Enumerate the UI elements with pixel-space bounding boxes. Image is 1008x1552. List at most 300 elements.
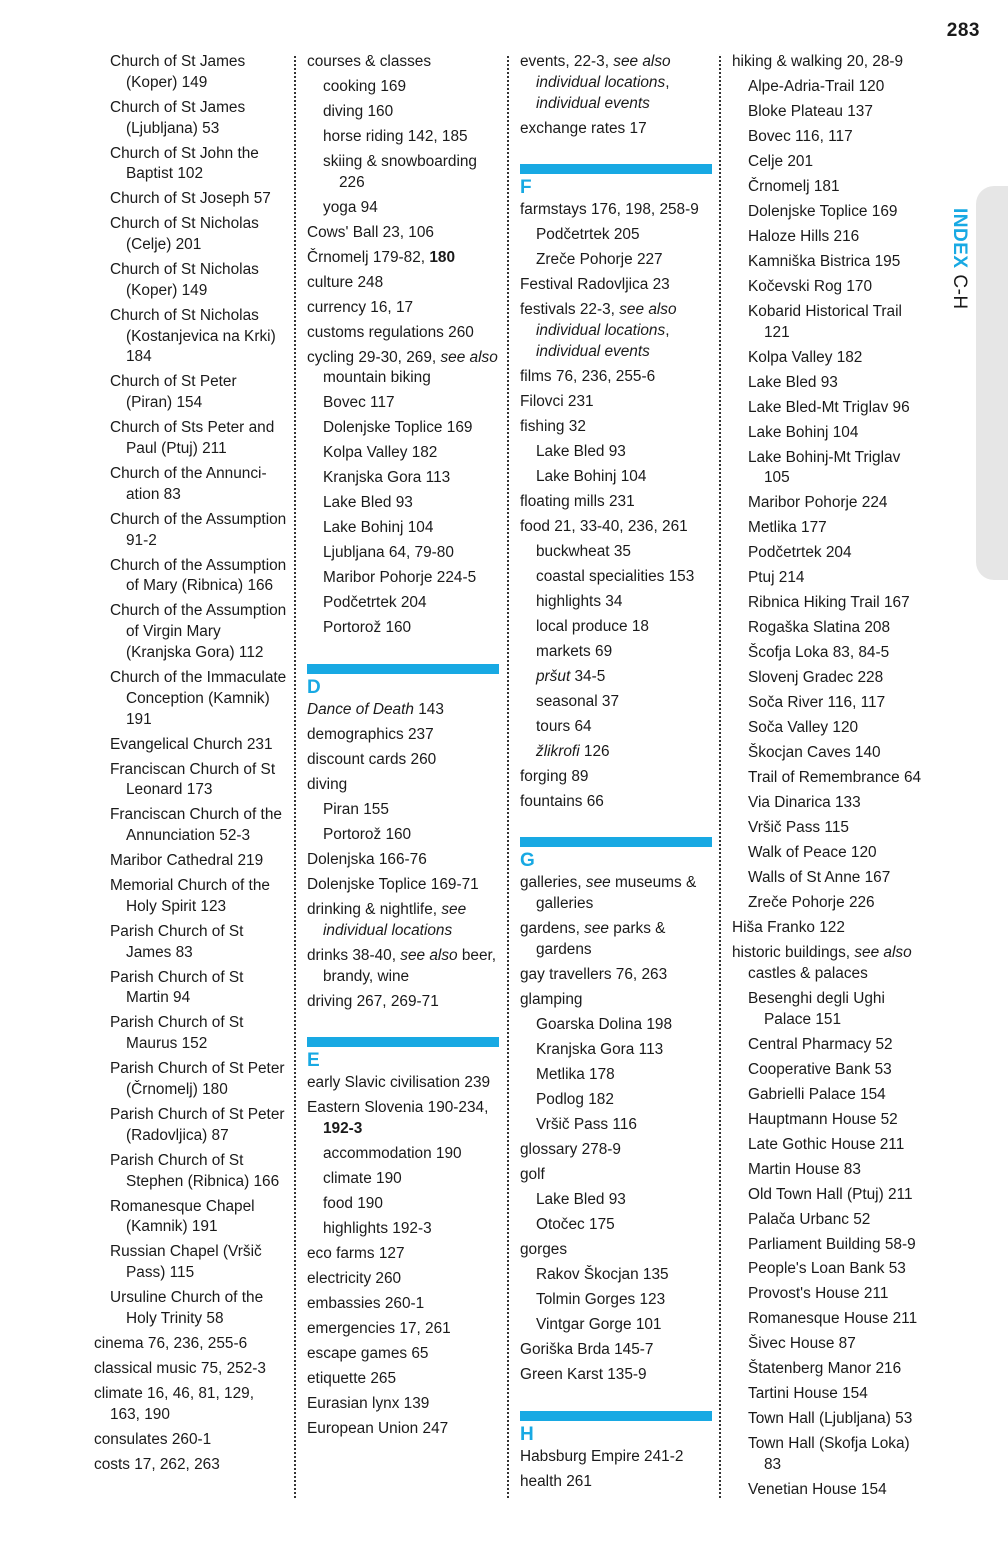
entry-text: cinema 76, 236, 255-6 xyxy=(94,1334,248,1352)
entry-text: Šcofja Loka 83, 84-5 xyxy=(748,644,890,662)
index-subentry xyxy=(323,393,499,414)
entry-text: glamping xyxy=(520,990,583,1008)
entry-text: Lake Bled 93 xyxy=(323,494,413,512)
entry-text: emergencies 17, 261 xyxy=(307,1319,451,1337)
entry-text: Parish Church of St Maurus 152 xyxy=(110,1014,244,1053)
index-entry xyxy=(94,1384,287,1426)
entry-text: Via Dinarica 133 xyxy=(748,794,861,812)
index-subentry xyxy=(748,568,928,589)
index-entry xyxy=(520,1447,712,1468)
entry-text: fountains 66 xyxy=(520,792,604,810)
index-entry xyxy=(307,850,499,871)
entry-text: horse riding 142, 185 xyxy=(323,127,468,145)
entry-text: Dolenjske Toplice 169 xyxy=(748,202,898,220)
entry-text: Parish Church of St Martin 94 xyxy=(110,968,244,1007)
entry-text: Bovec 117 xyxy=(323,394,395,412)
entry-text: Rakov Škocjan 135 xyxy=(536,1265,669,1283)
entry-text: Town Hall (Ljubljana) 53 xyxy=(748,1410,913,1428)
entry-text: skiing & snowboarding 226 xyxy=(323,152,477,191)
index-entry xyxy=(520,1165,712,1186)
index-subentry xyxy=(536,742,712,763)
index-subentry xyxy=(323,1219,499,1240)
entry-text: gay travellers 76, 263 xyxy=(520,965,668,983)
index-entry xyxy=(94,1430,287,1451)
entry-text: Alpe-Adria-Trail 120 xyxy=(748,77,885,95)
index-entry xyxy=(307,750,499,771)
index-entry xyxy=(520,792,712,813)
index-subentry xyxy=(323,518,499,539)
entry-text: Haloze Hills 216 xyxy=(748,227,860,245)
index-subentry xyxy=(536,1315,712,1336)
section-bar xyxy=(307,664,499,674)
index-subentry xyxy=(748,893,928,914)
index-column-2 xyxy=(307,52,499,1444)
entry-text: drinks 38-40, xyxy=(307,946,401,964)
index-subentry xyxy=(748,868,928,889)
entry-text: European Union 247 xyxy=(307,1419,449,1437)
index-subentry xyxy=(323,825,499,846)
index-subentry xyxy=(748,718,928,739)
index-subentry xyxy=(748,793,928,814)
entry-text: Russian Chapel (Vršič Pass) 115 xyxy=(110,1243,262,1282)
entry-text: Hauptmann House 52 xyxy=(748,1110,898,1128)
entry-text: Palača Urbanc 52 xyxy=(748,1210,871,1228)
index-subentry xyxy=(110,1242,287,1284)
index-subentry xyxy=(110,805,287,847)
index-subentry xyxy=(110,372,287,414)
index-entry xyxy=(520,517,712,538)
entry-text: buckwheat 35 xyxy=(536,542,631,560)
entry-text: Church of the Annunciation 83 xyxy=(110,465,267,503)
entry-text: Lake Bohinj 104 xyxy=(536,467,647,485)
entry-text: see xyxy=(584,920,609,938)
entry-text: Franciscan Church of St Leonard 173 xyxy=(110,760,276,799)
entry-text: Church of the Assumption of Virgin Mary (Kranjska Gora) 112 xyxy=(110,602,287,661)
index-subentry xyxy=(110,668,287,730)
entry-text: Lake Bled 93 xyxy=(748,373,838,391)
entry-text: Church of St Nicholas (Celje) 201 xyxy=(110,215,259,254)
entry-text: Črnomelj 179-82, xyxy=(307,248,430,266)
entry-text: seasonal 37 xyxy=(536,692,620,710)
index-subentry xyxy=(536,1040,712,1061)
index-entry xyxy=(520,1140,712,1161)
index-subentry xyxy=(110,52,287,94)
index-subentry xyxy=(748,1480,928,1501)
index-subentry xyxy=(110,510,287,552)
index-entry xyxy=(520,492,712,513)
index-subentry xyxy=(748,989,928,1031)
entry-text: Slovenj Gradec 228 xyxy=(748,669,884,687)
entry-text: Church of the Immaculate Conception (Kamnik) 191 xyxy=(110,668,287,728)
index-subentry xyxy=(110,418,287,460)
entry-text: diving 160 xyxy=(323,102,394,120)
entry-text: glossary 278-9 xyxy=(520,1140,621,1158)
entry-text: Walls of St Anne 167 xyxy=(748,869,891,887)
entry-text: Memorial Church of the Holy Spirit 123 xyxy=(110,877,270,915)
entry-text: individual events xyxy=(536,94,650,112)
entry-text: Late Gothic House 211 xyxy=(748,1135,905,1153)
index-entry xyxy=(94,1455,287,1476)
index-subentry xyxy=(323,1194,499,1215)
index-entry xyxy=(307,1294,499,1315)
index-entry xyxy=(94,1359,287,1380)
index-subentry xyxy=(323,543,499,564)
index-subentry xyxy=(323,152,499,194)
entry-text: Dance of Death xyxy=(307,701,414,719)
index-subentry xyxy=(536,1015,712,1036)
entry-text: Vršič Pass 115 xyxy=(748,819,849,837)
entry-text: Parish Church of St Peter (Radovljica) 87 xyxy=(110,1105,285,1144)
index-subentry xyxy=(110,144,287,186)
index-subentry xyxy=(748,1259,928,1280)
index-subentry xyxy=(323,198,499,219)
entry-text: 143 xyxy=(413,701,444,719)
index-subentry xyxy=(748,693,928,714)
index-subentry xyxy=(536,250,712,271)
index-tab-title: INDEX xyxy=(949,208,970,269)
index-entry xyxy=(307,1244,499,1265)
entry-text: museums & galleries xyxy=(536,874,697,913)
entry-text: see individual locations xyxy=(323,900,467,939)
index-entry xyxy=(520,200,712,221)
entry-text: golf xyxy=(520,1165,545,1183)
index-subentry xyxy=(748,1235,928,1256)
index-subentry xyxy=(748,618,928,639)
section-letter: D xyxy=(307,677,321,699)
index-subentry xyxy=(748,1110,928,1131)
entry-text: mountain biking xyxy=(323,369,431,387)
index-subentry xyxy=(748,448,928,490)
entry-text: Vršič Pass 116 xyxy=(536,1115,637,1133)
index-entry xyxy=(307,1344,499,1365)
index-subentry xyxy=(323,102,499,123)
entry-text: Kranjska Gora 113 xyxy=(536,1040,664,1058)
entry-text: Venetian House 154 xyxy=(748,1481,887,1499)
entry-text: Festival Radovljica 23 xyxy=(520,276,670,294)
index-subentry xyxy=(748,1185,928,1206)
entry-text: local produce 18 xyxy=(536,617,649,635)
entry-text: embassies 260-1 xyxy=(307,1294,425,1312)
entry-text: Church of St Peter (Piran) 154 xyxy=(110,373,237,412)
entry-text: Zreče Pohorje 226 xyxy=(748,894,875,912)
entry-text: historic buildings, xyxy=(732,944,855,962)
index-entry xyxy=(307,298,499,319)
entry-text: individual events xyxy=(536,342,650,360)
entry-text: galleries, xyxy=(520,874,586,892)
index-subentry xyxy=(748,1409,928,1430)
index-entry xyxy=(307,725,499,746)
entry-text: see also individual locations xyxy=(536,53,671,91)
index-subentry xyxy=(748,593,928,614)
entry-text: Church of St John the Baptist 102 xyxy=(110,144,259,183)
index-subentry xyxy=(110,189,287,210)
index-subentry xyxy=(536,1290,712,1311)
index-subentry xyxy=(748,77,928,98)
index-subentry xyxy=(536,717,712,738)
index-subentry xyxy=(110,306,287,368)
entry-text: festivals 22-3, xyxy=(520,301,620,319)
entry-text: Vintgar Gorge 101 xyxy=(536,1315,662,1333)
index-subentry xyxy=(748,1334,928,1355)
index-subentry xyxy=(323,418,499,439)
entry-text: Portorož 160 xyxy=(323,825,412,843)
entry-text: Ljubljana 64, 79-80 xyxy=(323,544,454,562)
entry-text: Kobarid Historical Trail 121 xyxy=(748,302,902,341)
entry-text: courses & classes xyxy=(307,53,432,70)
index-subentry xyxy=(323,800,499,821)
index-column-4 xyxy=(732,52,928,1505)
entry-text: customs regulations 260 xyxy=(307,323,474,341)
index-subentry xyxy=(536,592,712,613)
entry-text: cycling 29-30, 269, xyxy=(307,348,441,366)
index-entry xyxy=(520,275,712,296)
index-subentry xyxy=(323,593,499,614)
entry-text: parks & gardens xyxy=(536,920,666,958)
entry-text: Central Pharmacy 52 xyxy=(748,1035,893,1053)
index-entry xyxy=(732,943,928,985)
entry-text: Eastern Slovenia 190-234, xyxy=(307,1099,489,1117)
entry-text: 192-3 xyxy=(323,1120,363,1138)
entry-text: Dolenjske Toplice 169 xyxy=(323,419,473,437)
entry-text: People's Loan Bank 53 xyxy=(748,1260,906,1278)
entry-text: accommodation 190 xyxy=(323,1145,462,1163)
entry-text: cooking 169 xyxy=(323,77,407,95)
index-entry xyxy=(520,119,712,140)
index-entry xyxy=(307,1419,499,1440)
index-subentry xyxy=(110,851,287,872)
entry-text: Bloke Plateau 137 xyxy=(748,102,873,120)
entry-text: Parliament Building 58-9 xyxy=(748,1235,916,1253)
entry-text: Ribnica Hiking Trail 167 xyxy=(748,594,910,612)
entry-text: Goarska Dolina 198 xyxy=(536,1015,673,1033)
index-entry xyxy=(520,417,712,438)
index-entry xyxy=(307,1369,499,1390)
entry-text: Štatenberg Manor 216 xyxy=(748,1360,902,1378)
entry-text: Podlog 182 xyxy=(536,1090,614,1108)
entry-text: consulates 260-1 xyxy=(94,1430,212,1448)
entry-text: electricity 260 xyxy=(307,1269,402,1287)
entry-text: coastal specialities 153 xyxy=(536,567,695,585)
section-heading xyxy=(520,837,712,875)
index-entry xyxy=(307,273,499,294)
index-entry xyxy=(307,323,499,344)
index-subentry xyxy=(748,398,928,419)
index-subentry xyxy=(323,77,499,98)
entry-text: Šivec House 87 xyxy=(748,1335,856,1353)
index-entry xyxy=(307,223,499,244)
entry-text: žlikrofi xyxy=(536,742,580,760)
index-subentry xyxy=(323,1169,499,1190)
index-subentry xyxy=(536,692,712,713)
index-entry xyxy=(307,875,499,896)
index-entry xyxy=(520,1472,712,1493)
index-subentry xyxy=(110,1105,287,1147)
index-subentry xyxy=(748,348,928,369)
index-subentry xyxy=(536,467,712,488)
index-subentry xyxy=(748,1210,928,1231)
entry-text: gorges xyxy=(520,1240,568,1258)
index-subentry xyxy=(748,252,928,273)
index-entry xyxy=(307,1319,499,1340)
section-letter: F xyxy=(520,177,532,199)
entry-text: Church of St Nicholas (Kostanjevica na Krki) 184 xyxy=(110,306,276,366)
index-subentry xyxy=(748,202,928,223)
entry-text: 126 xyxy=(579,742,610,760)
index-entry xyxy=(732,918,928,939)
entry-text: films 76, 236, 255-6 xyxy=(520,367,656,385)
index-subentry xyxy=(748,1384,928,1405)
index-subentry xyxy=(323,468,499,489)
entry-text: Habsburg Empire 241-2 xyxy=(520,1447,684,1465)
section-bar xyxy=(520,1411,712,1421)
index-subentry xyxy=(110,968,287,1010)
index-column-3 xyxy=(520,52,712,1497)
entry-text: Lake Bohinj-Mt Triglav 105 xyxy=(748,448,901,487)
entry-text: , xyxy=(665,322,670,340)
index-subentry xyxy=(748,373,928,394)
entry-text: Metlika 178 xyxy=(536,1065,615,1083)
index-entry xyxy=(307,1394,499,1415)
entry-text: Lake Bohinj 104 xyxy=(323,519,434,537)
entry-text: etiquette 265 xyxy=(307,1369,396,1387)
entry-text: Filovci 231 xyxy=(520,392,594,410)
entry-text: Town Hall (Skofja Loka) 83 xyxy=(748,1435,910,1474)
section-bar xyxy=(520,164,712,174)
section-bar xyxy=(307,1037,499,1047)
entry-text: castles & palaces xyxy=(748,964,868,982)
entry-text: Tartini House 154 xyxy=(748,1385,868,1403)
index-tab-range: C-H xyxy=(949,274,970,310)
index-subentry xyxy=(748,1160,928,1181)
entry-text: Eurasian lynx 139 xyxy=(307,1394,430,1412)
index-entry xyxy=(307,900,499,942)
entry-text: Church of the Assumption of Mary (Ribnica) 166 xyxy=(110,556,287,595)
entry-text: highlights 34 xyxy=(536,592,623,610)
column-separator xyxy=(719,56,721,1498)
entry-text: Maribor Cathedral 219 xyxy=(110,852,264,870)
entry-text: Martin House 83 xyxy=(748,1160,861,1178)
entry-text: gardens, xyxy=(520,920,585,938)
index-entry xyxy=(307,992,499,1013)
index-entry xyxy=(307,1269,499,1290)
index-entry xyxy=(520,52,712,114)
index-entry xyxy=(307,52,499,73)
entry-text: Lake Bled 93 xyxy=(536,442,626,460)
index-subentry xyxy=(748,818,928,839)
entry-text: see xyxy=(585,874,611,892)
entry-text: forging 89 xyxy=(520,767,589,785)
entry-text: discount cards 260 xyxy=(307,751,437,769)
entry-text: events, 22-3, xyxy=(520,53,614,70)
entry-text: Dolenjska 166-76 xyxy=(307,850,427,868)
entry-text: Podčetrtek 204 xyxy=(748,544,852,562)
index-entry xyxy=(520,990,712,1011)
index-entry xyxy=(520,300,712,362)
index-subentry xyxy=(110,735,287,756)
index-subentry xyxy=(748,227,928,248)
index-entry xyxy=(94,1334,287,1355)
index-tab-label xyxy=(940,208,970,338)
entry-text: floating mills 231 xyxy=(520,492,635,510)
index-subentry xyxy=(748,543,928,564)
index-subentry xyxy=(748,1060,928,1081)
index-entry xyxy=(520,767,712,788)
index-subentry xyxy=(536,1215,712,1236)
entry-text: Church of St James (Koper) 149 xyxy=(110,53,246,91)
index-subentry xyxy=(748,1035,928,1056)
entry-text: Church of St Nicholas (Koper) 149 xyxy=(110,261,259,299)
column-separator xyxy=(294,56,296,1498)
index-subentry xyxy=(536,1090,712,1111)
index-entry xyxy=(520,1365,712,1386)
index-subentry xyxy=(748,668,928,689)
index-subentry xyxy=(748,1284,928,1305)
entry-text: farmstays 176, 198, 258-9 xyxy=(520,201,699,219)
index-entry xyxy=(520,965,712,986)
index-subentry xyxy=(748,277,928,298)
index-subentry xyxy=(110,1013,287,1055)
entry-text: see also xyxy=(400,946,458,964)
entry-text: Romanesque House 211 xyxy=(748,1310,918,1328)
entry-text: Walk of Peace 120 xyxy=(748,844,877,862)
index-subentry xyxy=(748,302,928,344)
index-entry xyxy=(520,1240,712,1261)
entry-text: see also xyxy=(854,944,912,962)
entry-text: Podčetrtek 204 xyxy=(323,594,427,612)
index-entry xyxy=(307,700,499,721)
entry-text: exchange rates 17 xyxy=(520,119,647,137)
entry-text: Church of the Assumption 91-2 xyxy=(110,510,287,549)
entry-text: Hiša Franko 122 xyxy=(732,919,845,937)
section-heading xyxy=(520,164,712,202)
entry-text: Tolmin Gorges 123 xyxy=(536,1290,666,1308)
section-heading xyxy=(307,664,499,702)
entry-text: hiking & walking 20, 28-9 xyxy=(732,53,904,70)
index-subentry xyxy=(323,443,499,464)
entry-text: see also individual locations xyxy=(536,301,677,340)
index-subentry xyxy=(748,127,928,148)
entry-text: climate 16, 46, 81, 129, 163, 190 xyxy=(94,1384,254,1423)
index-subentry xyxy=(748,423,928,444)
entry-text: pršut xyxy=(536,667,571,685)
entry-text: 180 xyxy=(429,248,456,266)
index-entry xyxy=(307,1098,499,1140)
entry-text: escape games 65 xyxy=(307,1344,429,1362)
entry-text: diving xyxy=(307,776,348,794)
entry-text: Celje 201 xyxy=(748,152,814,170)
index-subentry xyxy=(110,876,287,918)
entry-text: Maribor Pohorje 224-5 xyxy=(323,569,477,587)
entry-text: Franciscan Church of the Annunciation 52-3 xyxy=(110,806,282,845)
index-entry xyxy=(307,1073,499,1094)
index-subentry xyxy=(536,1190,712,1211)
index-column-1 xyxy=(94,52,287,1480)
index-subentry xyxy=(323,618,499,639)
index-entry xyxy=(520,1340,712,1361)
section-letter: G xyxy=(520,850,535,872)
entry-text: culture 248 xyxy=(307,273,384,291)
entry-text: highlights 192-3 xyxy=(323,1220,432,1238)
index-entry xyxy=(307,348,499,390)
entry-text: Old Town Hall (Ptuj) 211 xyxy=(748,1185,913,1203)
index-subentry xyxy=(748,768,928,789)
index-subentry xyxy=(110,1288,287,1330)
index-subentry xyxy=(323,493,499,514)
index-subentry xyxy=(110,464,287,506)
index-subentry xyxy=(748,843,928,864)
entry-text: Zreče Pohorje 227 xyxy=(536,251,663,269)
entry-text: beer, brandy, wine xyxy=(323,946,497,985)
